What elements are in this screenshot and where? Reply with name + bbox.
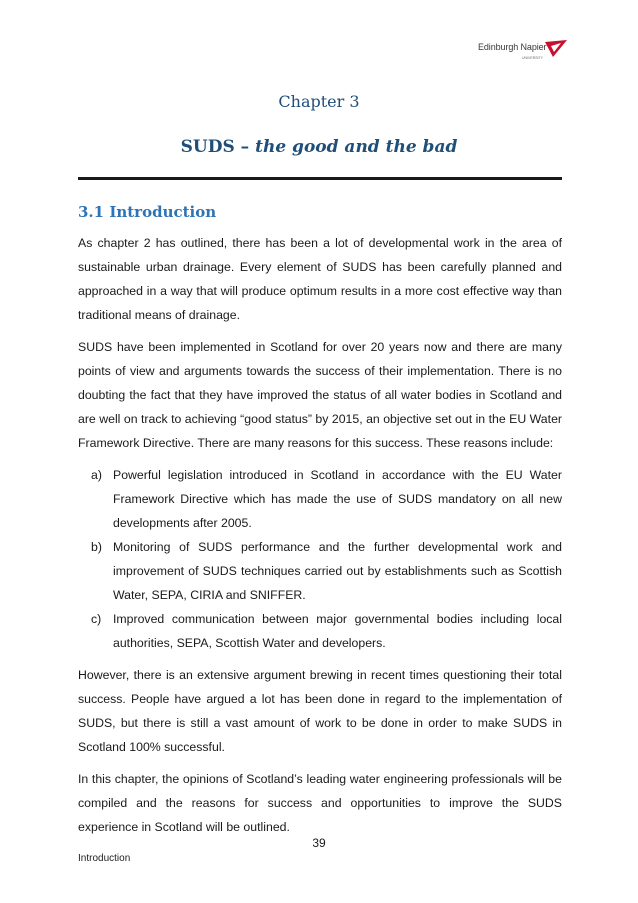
list-item (78, 463, 562, 535)
list-item-text: Monitoring of SUDS performance and the further developmental work and improvement of SUDS techniques carried out by establishments such as Scottish Water, SEPA, CIRIA and SNIFFER. (113, 540, 562, 602)
list-item (78, 607, 562, 655)
paragraph: SUDS have been implemented in Scotland for over 20 years now and there are many points of view and arguments towards the success of their implementation. There is no doubting the fact that they have improved the status of all water bodies in Scotland and are well on track to achieving “good status” by 2015, an objective set out in the EU Water Framework Directive. There are many reasons for this success. These reasons include: (78, 340, 562, 450)
chapter-title (0, 137, 638, 157)
section-heading: 3.1 Introduction (78, 203, 217, 221)
university-logo (478, 40, 568, 66)
title-divider (78, 177, 562, 180)
paragraph: As chapter 2 has outlined, there has been a lot of developmental work in the area of sustainable urban drainage. Every element of SUDS has been carefully planned and approached in a way that will produce optimum results in a more cost effective way than traditional means of drainage. (78, 236, 562, 322)
list-marker: c) (91, 612, 102, 626)
list-marker: a) (91, 468, 102, 482)
logo-subtitle: UNIVERSITY (522, 56, 544, 60)
chapter-title-italic: the good and the bad (255, 137, 458, 157)
logo-name: Edinburgh Napier (478, 42, 547, 52)
footer-section-label: Introduction (78, 853, 131, 864)
list-marker: b) (91, 540, 102, 554)
logo-arrow-icon (545, 40, 567, 58)
list-item-text: Improved communication between major governmental bodies including local authorities, SEPA, Scottish Water and developers. (113, 612, 562, 650)
list-item (78, 535, 562, 607)
page-number: 39 (312, 836, 326, 850)
chapter-title-plain: SUDS – (180, 137, 256, 157)
list-item-text: Powerful legislation introduced in Scotland in accordance with the EU Water Framework Directive which has made the use of SUDS mandatory on all new developments after 2005. (113, 468, 562, 530)
body-text (78, 231, 562, 847)
paragraph: However, there is an extensive argument brewing in recent times questioning their total success. People have argued a lot has been done in regard to the implementation of SUDS, but there is still a vast amount of work to be done in order to make SUDS in Scotland 100% successful. (78, 668, 562, 754)
reasons-list (78, 463, 562, 655)
paragraph: In this chapter, the opinions of Scotland’s leading water engineering professionals will be compiled and the reasons for success and opportunities to improve the SUDS experience in Scotland will be outlined. (78, 772, 562, 834)
chapter-label: Chapter 3 (278, 92, 360, 111)
